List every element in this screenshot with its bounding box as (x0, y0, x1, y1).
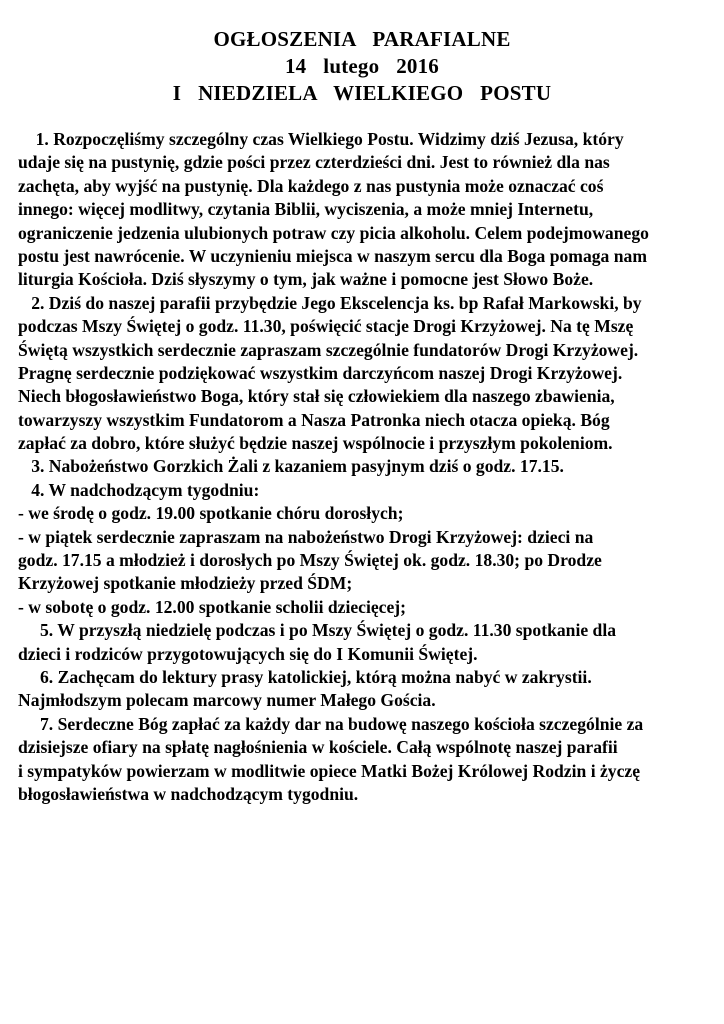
text-line: innego: więcej modlitwy, czytania Biblii, wyciszenia, a może mniej Internetu, (18, 199, 594, 220)
text-line: towarzyszy wszystkim Fundatorom a Nasza Patronka niech otacza opieką. Bóg (18, 409, 610, 430)
header (0, 26, 724, 107)
text-line: 1. Rozpoczęliśmy szczególny czas Wielkiego Postu. Widzimy dziś Jezusa, który (18, 129, 624, 149)
text-line: udaje się na pustynię, gdzie pości przez czterdzieści dni. Jest to również dla nas (18, 152, 610, 173)
text-line: dzisiejsze ofiary na spłatę nagłośnienia w kościele. Całą wspólnotę naszej parafii (18, 737, 618, 758)
text-line: - we środę o godz. 19.00 spotkanie chóru dorosłych; (18, 503, 404, 524)
text-line: zachęta, aby wyjść na pustynię. Dla każdego z nas pustynia może oznaczać coś (18, 175, 604, 196)
text-line: 6. Zachęcam do lektury prasy katolickiej, którą można nabyć w zakrystii. (18, 666, 592, 687)
page-date: 14 lutego 2016 (284, 54, 440, 78)
text-line: - w piątek serdecznie zapraszam na nabożeństwo Drogi Krzyżowej: dzieci na (18, 526, 594, 547)
text-line: Pragnę serdecznie podziękować wszystkim darczyńcom naszej Drogi Krzyżowej. (18, 362, 623, 383)
text-line: 5. W przyszłą niedzielę podczas i po Mszy Świętej o godz. 11.30 spotkanie dla (18, 620, 617, 641)
text-line: 3. Nabożeństwo Gorzkich Żali z kazaniem pasyjnym dziś o godz. 17.15. (18, 456, 564, 477)
text-line: zapłać za dobro, które służyć będzie naszej wspólnocie i przyszłym pokoleniom. (18, 433, 613, 454)
text-line: liturgia Kościoła. Dziś słyszymy o tym, jak ważne i pomocne jest Słowo Boże. (18, 269, 594, 290)
page-title: OGŁOSZENIA PARAFIALNE (213, 27, 511, 51)
text-line: Najmłodszym polecam marcowy numer Małego Gościa. (18, 690, 436, 711)
text-line: dzieci i rodziców przygotowujących się do I Komunii Świętej. (18, 643, 478, 664)
text-line: godz. 17.15 a młodzież i dorosłych po Mszy Świętej ok. godz. 18.30; po Drodze (18, 550, 602, 571)
text-line: postu jest nawrócenie. W uczynieniu miejsca w naszym sercu dla Boga pomaga nam (18, 245, 647, 266)
text-line: Niech błogosławieństwo Boga, który stał się człowiekiem dla naszego zbawienia, (18, 386, 615, 407)
text-line: Krzyżowej spotkanie młodzieży przed ŚDM; (18, 573, 353, 594)
text-line: błogosławieństwa w nadchodzącym tygodniu. (18, 783, 359, 804)
text-line: i sympatyków powierzam w modlitwie opiece Matki Bożej Królowej Rodzin i życzę (18, 760, 641, 781)
text-line: - w sobotę o godz. 12.00 spotkanie scholii dziecięcej; (18, 596, 406, 617)
announcements-body (18, 128, 718, 806)
text-line: ograniczenie jedzenia ulubionych potraw czy picia alkoholu. Celem podejmowanego (18, 222, 649, 243)
text-line: 7. Serdeczne Bóg zapłać za każdy dar na budowę naszego kościoła szczególnie za (18, 713, 644, 734)
text-line: 2. Dziś do naszej parafii przybędzie Jego Ekscelencja ks. bp Rafał Markowski, by (18, 292, 642, 313)
text-line: 4. W nadchodzącym tygodniu: (18, 479, 260, 500)
page-subtitle: I NIEDZIELA WIELKIEGO POSTU (172, 81, 552, 105)
text-line: Świętą wszystkich serdecznie zapraszam szczególnie fundatorów Drogi Krzyżowej. (18, 339, 639, 360)
text-line: podczas Mszy Świętej o godz. 11.30, poświęcić stacje Drogi Krzyżowej. Na tę Mszę (18, 316, 634, 337)
